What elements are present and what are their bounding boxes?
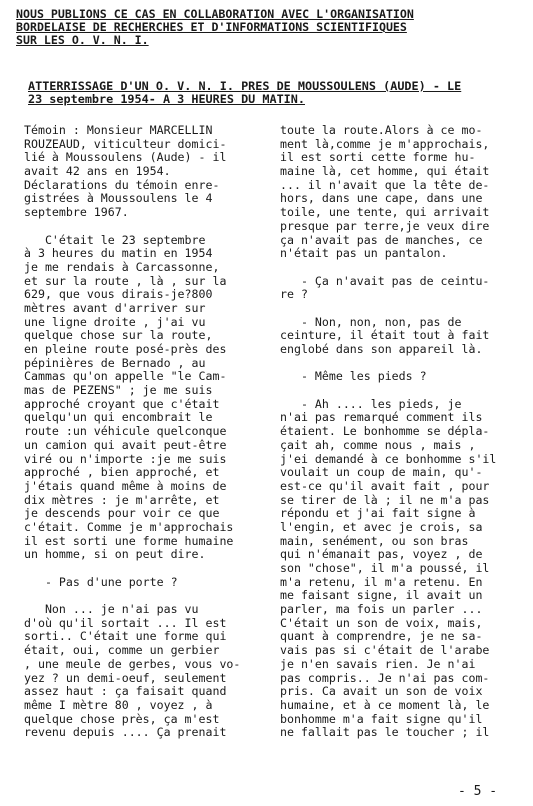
text-line: j'étais quand même à moins de bbox=[24, 478, 227, 493]
text-line: mas de PEZENS" ; je me suis bbox=[24, 383, 213, 398]
text-line: quelqu'un qui encombrait le bbox=[24, 410, 213, 425]
text-line bbox=[280, 302, 532, 316]
text-line: me faisant signe, il avait un bbox=[280, 588, 483, 603]
text-line: C'était un son de voix, mais, bbox=[280, 615, 483, 630]
text-line: à 3 heures du matin en 1954 bbox=[24, 246, 213, 261]
page-number: - 5 - bbox=[458, 784, 498, 799]
text-line: route :un véhicule quelconque bbox=[24, 424, 227, 439]
text-line: avait 42 ans en 1954. bbox=[24, 164, 171, 179]
text-line: quant à comprendre, je ne sa- bbox=[280, 629, 483, 644]
text-line: assez haut : ça faisait quand bbox=[24, 684, 227, 699]
text-line: est-ce qu'il avait fait , pour bbox=[280, 478, 490, 493]
text-line: humaine, et à ce moment là, le bbox=[280, 697, 490, 712]
text-line: d'où qu'il sortait ... Il est bbox=[24, 615, 227, 630]
header-line: BORDELAISE DE RECHERCHES ET D'INFORMATIONS SCIENTIFIQUES bbox=[16, 20, 407, 34]
text-line: dix mètres : je m'arrête, et bbox=[24, 492, 220, 507]
text-line bbox=[24, 589, 276, 603]
text-line: Témoin : Monsieur MARCELLIN bbox=[24, 123, 213, 137]
text-line: sorti.. C'était une forme qui bbox=[24, 629, 227, 644]
text-line: mètres avant d'arriver sur bbox=[24, 300, 206, 315]
text-line: parler, ma fois un parler ... bbox=[280, 602, 483, 617]
text-line: bonhomme m'a fait signe qu'il bbox=[280, 711, 483, 726]
text-line: - Même les pieds ? bbox=[280, 369, 427, 384]
text-line: yez ? un demi-oeuf, seulement bbox=[24, 670, 227, 685]
text-line: lié à Moussoulens (Aude) - il bbox=[24, 150, 227, 165]
text-line: pris. Ca avait un son de voix bbox=[280, 684, 483, 699]
text-line: - Ah .... les pieds, je bbox=[280, 396, 462, 411]
text-line: je me rendais à Carcassonne, bbox=[24, 259, 220, 274]
article-title bbox=[28, 80, 528, 106]
text-line: l'engin, et avec je crois, sa bbox=[280, 519, 483, 534]
title-line: 23 septembre 1954- A 3 HEURES DU MATIN. bbox=[28, 92, 305, 106]
text-line: j'ei demandé à ce bonhomme s'il bbox=[280, 451, 497, 466]
text-line: maine là, cet homme, qui était bbox=[280, 164, 490, 179]
title-line: ATTERRISSAGE D'UN O. V. N. I. PRES DE MOUSSOULENS (AUDE) - LE bbox=[28, 79, 462, 93]
text-line: 629, que vous dirais-je?800 bbox=[24, 287, 213, 302]
text-line: gistrées à Moussoulens le 4 bbox=[24, 191, 213, 206]
text-line: - Ça n'avait pas de ceintu- bbox=[280, 273, 490, 288]
text-line: Déclarations du témoin enre- bbox=[24, 177, 220, 192]
text-line bbox=[280, 384, 532, 398]
text-line: C'était le 23 septembre bbox=[24, 232, 206, 247]
text-line: ment là,comme je m'approchais, bbox=[280, 136, 490, 151]
text-line: ROUZEAUD, viticulteur domici- bbox=[24, 136, 227, 151]
text-line: et sur la route , là , sur la bbox=[24, 273, 227, 288]
text-line: hors, dans une cape, dans une bbox=[280, 191, 483, 206]
text-line: voulait un coup de main, qu'- bbox=[280, 465, 483, 480]
text-line: - Pas d'une porte ? bbox=[24, 574, 178, 589]
header-line: SUR LES O. V. N. I. bbox=[16, 33, 149, 47]
text-line: je n'en savais rien. Je n'ai bbox=[280, 656, 476, 671]
text-line: septembre 1967. bbox=[24, 205, 129, 220]
text-line: quelque chose sur la route, bbox=[24, 328, 213, 343]
text-line: un camion qui avait peut-être bbox=[24, 437, 227, 452]
text-line: étaient. Le bonhomme se dépla- bbox=[280, 424, 490, 439]
text-line: son "chose", il m'a poussé, il bbox=[280, 561, 490, 575]
text-line bbox=[280, 261, 532, 275]
text-line: se tirer de là ; il ne m'a pas bbox=[280, 492, 490, 507]
text-line: une ligne droite , j'ai vu bbox=[24, 314, 206, 329]
text-line: vais pas si c'était de l'arabe bbox=[280, 643, 490, 658]
text-line: , une meule de gerbes, vous vo- bbox=[24, 656, 241, 671]
text-line: englobé dans son appareil là. bbox=[280, 342, 483, 356]
text-line: toute la route.Alors à ce mo- bbox=[280, 123, 483, 137]
left-column bbox=[24, 124, 276, 740]
right-column bbox=[280, 124, 532, 740]
text-line: presque par terre,je veux dire bbox=[280, 218, 490, 233]
text-line: un homme, si on peut dire. bbox=[24, 547, 206, 562]
text-line: je descends pour voir ce que bbox=[24, 506, 220, 521]
header-block bbox=[16, 8, 521, 47]
text-line: répondu et j'ai fait signe à bbox=[280, 506, 476, 521]
text-line: re ? bbox=[280, 287, 308, 302]
text-line: qui n'émanait pas, voyez , de bbox=[280, 547, 483, 562]
text-line bbox=[24, 220, 276, 234]
text-line: approché , bien approché, et bbox=[24, 465, 220, 480]
text-line: approché croyant que c'était bbox=[24, 396, 220, 411]
text-line: n'était pas un pantalon. bbox=[280, 246, 448, 261]
text-line: même I mètre 80 , voyez , à bbox=[24, 697, 213, 712]
text-line: pas compris.. Je n'ai pas com- bbox=[280, 670, 490, 685]
text-line: viré ou n'importe :je me suis bbox=[24, 451, 227, 466]
header-line: NOUS PUBLIONS CE CAS EN COLLABORATION AVEC L'ORGANISATION bbox=[16, 7, 414, 21]
text-line: ... il n'avait que la tête de- bbox=[280, 177, 490, 192]
text-line: Non ... je n'ai pas vu bbox=[24, 602, 199, 617]
text-line bbox=[24, 562, 276, 576]
text-line: pépinières de Bernado , au bbox=[24, 355, 206, 370]
text-line: çait ah, comme nous , mais , bbox=[280, 437, 476, 452]
text-line: quelque chose près, ça m'est bbox=[24, 711, 220, 726]
text-line: il est sorti une forme humaine bbox=[24, 533, 234, 548]
text-line: revenu depuis .... Ça prenait bbox=[24, 725, 227, 740]
text-line: il est sorti cette forme hu- bbox=[280, 150, 476, 165]
text-line: ceinture, il était tout à fait bbox=[280, 328, 490, 343]
text-line: ne fallait pas le toucher ; il bbox=[280, 725, 490, 740]
text-line: main, senément, ou son bras bbox=[280, 533, 469, 548]
text-line: Cammas qu'on appelle "le Cam- bbox=[24, 369, 227, 384]
text-line: - Non, non, non, pas de bbox=[280, 314, 462, 329]
text-line: était, oui, comme un gerbier bbox=[24, 643, 220, 658]
text-line: n'ai pas remarqué comment ils bbox=[280, 410, 483, 425]
text-line: toile, une tente, qui arrivait bbox=[280, 205, 490, 220]
text-line: en pleine route posé-près des bbox=[24, 342, 227, 356]
text-line: ça n'avait pas de manches, ce bbox=[280, 232, 483, 247]
text-line: m'a retenu, il m'a retenu. En bbox=[280, 574, 483, 589]
text-line bbox=[280, 357, 532, 371]
text-line: c'était. Comme je m'approchais bbox=[24, 519, 234, 534]
